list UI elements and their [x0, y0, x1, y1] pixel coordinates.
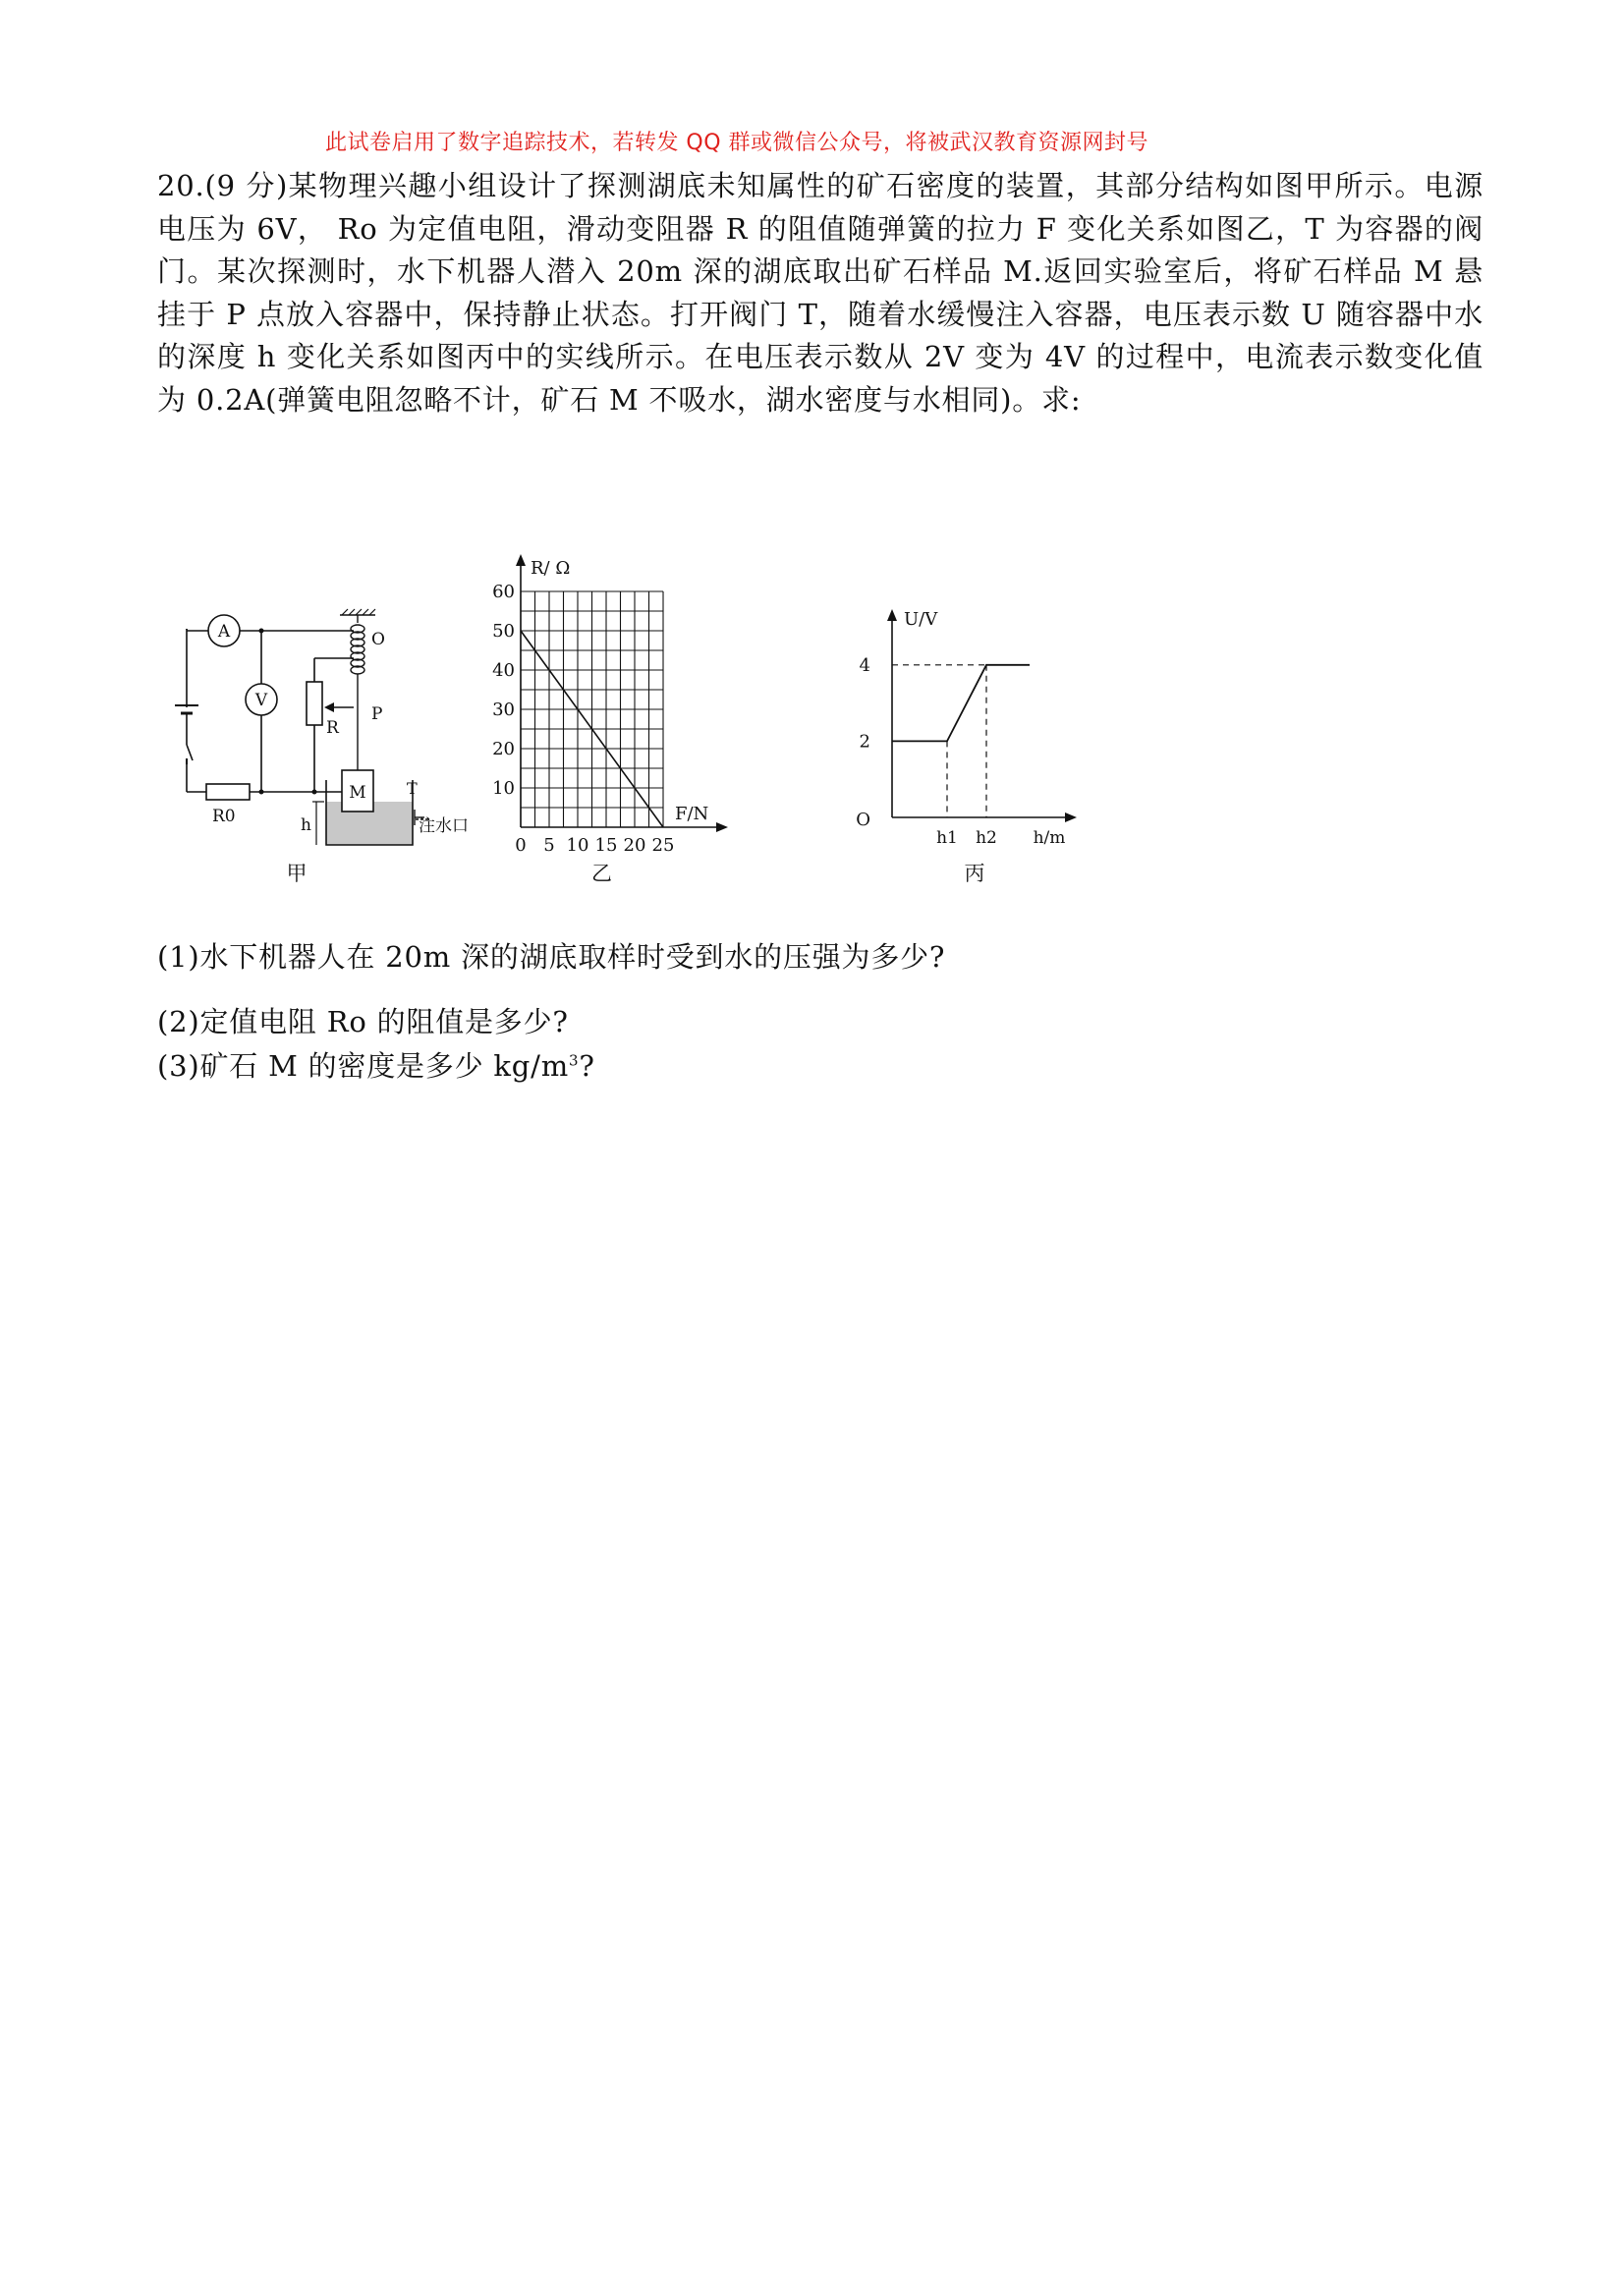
label-o: O	[371, 630, 385, 649]
problem-statement	[157, 165, 1483, 421]
x-tick-label: h2	[976, 828, 997, 848]
chart-yi	[492, 511, 811, 894]
ammeter-label: A	[217, 622, 231, 642]
x-axis-arrow	[1065, 812, 1077, 822]
series-line-u-h	[892, 665, 1030, 742]
x-axis-label: h/m	[1033, 828, 1066, 848]
question-3-end: ?	[579, 1049, 595, 1083]
question-2: (2)定值电阻 Ro 的阻值是多少?	[157, 1005, 569, 1038]
y-tick-label: 20	[492, 739, 515, 759]
y-tick-label: 50	[492, 621, 515, 642]
x-tick-label: 5	[543, 835, 555, 856]
x-tick-label: h1	[936, 828, 958, 848]
y-tick-label: 40	[492, 660, 515, 681]
label-h: h	[301, 815, 311, 835]
watermark-banner: 此试卷启用了数字追踪技术，若转发 QQ 群或微信公众号，将被武汉教育资源网封号	[324, 131, 1149, 155]
caption-bing: 丙	[964, 862, 985, 885]
x-tick-label: 10	[566, 835, 589, 856]
label-t: T	[407, 779, 418, 798]
y-tick-label: 4	[859, 654, 870, 676]
x-axis-arrow	[716, 822, 728, 832]
circuit-diagram-jia	[157, 511, 469, 894]
y-tick-label: 10	[492, 778, 515, 799]
y-axis-label: R/ Ω	[531, 558, 571, 579]
label-m: M	[349, 783, 366, 803]
y-axis-arrow	[887, 609, 897, 621]
label-p: P	[371, 704, 383, 724]
x-tick-label: 0	[515, 835, 527, 856]
question-3-sup: 3	[569, 1051, 580, 1070]
x-tick-label: 15	[594, 835, 618, 856]
problem-text: 20.(9 分)某物理兴趣小组设计了探测湖底未知属性的矿石密度的装置，其部分结构如图甲所示。电源电压为 6V， Ro 为定值电阻，滑动变阻器 R 的阻值随弹簧的拉力 F 变化关系如图乙，T 为容器的阀门。某次探测时，水下机器人潜入 20m 深的湖底取出矿石样品 M.返回实验室后，将矿石样品 M 悬挂于 P 点放入容器中，保持静止状态。打开阀门 T，随着水缓慢注入容器，电压表示数 U 随容器中水的深度 h 变化关系如图丙中的实线所示。在电压表示数从 2V 变为 4V 的过程中，电流表示数变化值为 0.2A(弹簧电阻忽略不计，矿石 M 不吸水，湖水密度与水相同)。求:	[157, 169, 1483, 417]
chart-bing	[845, 511, 1100, 894]
question-3	[157, 1044, 595, 1085]
caption-yi: 乙	[591, 862, 612, 885]
question-3-text: (3)矿石 M 的密度是多少 kg/m	[157, 1049, 570, 1083]
x-tick-label: 20	[623, 835, 646, 856]
x-axis-label: F/N	[675, 804, 709, 824]
y-tick-label: 60	[492, 582, 515, 602]
y-axis-label: U/V	[904, 609, 938, 630]
y-tick-label: 30	[492, 700, 515, 720]
inlet-label: 注水口	[419, 816, 469, 836]
y-tick-label: 2	[859, 731, 870, 753]
voltmeter-label: V	[254, 691, 268, 710]
figure-group	[157, 511, 1081, 894]
question-1: (1)水下机器人在 20m 深的湖底取样时受到水的压强为多少?	[157, 940, 946, 974]
label-r0: R0	[212, 807, 236, 826]
y-axis-arrow	[516, 554, 526, 566]
origin-label: O	[856, 810, 870, 830]
caption-jia: 甲	[286, 862, 308, 885]
label-r: R	[326, 718, 339, 738]
x-tick-label: 25	[651, 835, 675, 856]
